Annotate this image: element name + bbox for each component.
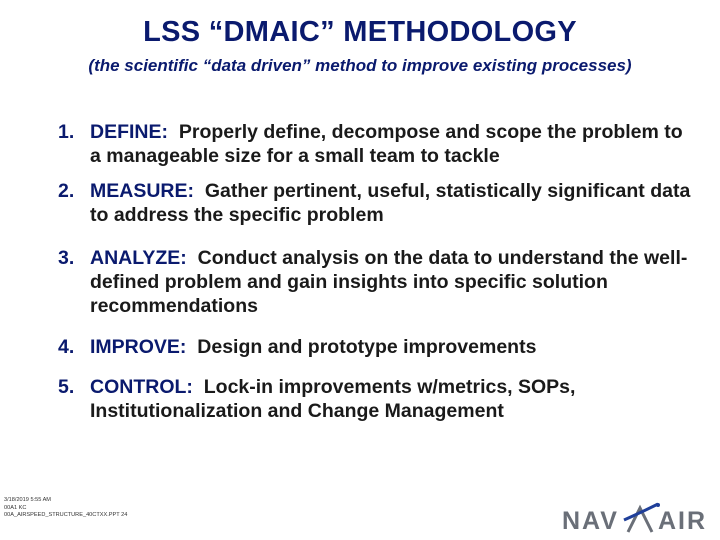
- step-text: Lock-in improvements w/metrics, SOPs, Institutionalization and Change Management: [90, 376, 576, 422]
- page-title: LSS “DMAIC” METHODOLOGY: [143, 16, 577, 48]
- dmaic-steps-list: [58, 120, 698, 423]
- step-number: 5.: [58, 376, 75, 398]
- step-text: Design and prototype improvements: [197, 336, 537, 358]
- step-term: CONTROL:: [90, 376, 193, 398]
- footer-date: 3/18/2019 5:55 AM: [4, 497, 51, 503]
- list-item-define: [58, 120, 698, 168]
- slide-footer: [4, 497, 127, 520]
- logo-swoosh-icon: [624, 503, 660, 532]
- logo-text-air: AIR: [658, 507, 708, 534]
- step-number: 3.: [58, 247, 75, 269]
- list-item-measure: [58, 179, 698, 227]
- list-item-improve: [58, 335, 698, 359]
- step-number: 1.: [58, 121, 75, 143]
- step-term: DEFINE:: [90, 121, 168, 143]
- page-subtitle: (the scientific “data driven” method to improve existing processes): [88, 56, 632, 75]
- step-number: 4.: [58, 336, 75, 358]
- footer-code: 00A1 KC: [4, 504, 27, 511]
- step-text: Gather pertinent, useful, statistically significant data to address the specific problem: [90, 180, 691, 226]
- step-term: ANALYZE:: [90, 247, 187, 269]
- logo-text-nav: NAV: [562, 507, 619, 534]
- step-text: Properly define, decompose and scope the problem to a manageable size for a small team to tackle: [90, 121, 683, 167]
- footer-filename: 00A_AIRSPEED_STRUCTURE_40CTXX.PPT 24: [4, 512, 128, 518]
- step-number: 2.: [58, 180, 75, 202]
- step-term: MEASURE:: [90, 180, 195, 202]
- step-text: Conduct analysis on the data to understand the well-defined problem and gain insights into specific solution recommendations: [90, 247, 688, 317]
- list-item-analyze: [58, 246, 698, 318]
- step-term: IMPROVE:: [90, 336, 187, 358]
- list-item-control: [58, 375, 698, 423]
- navair-logo: [562, 502, 710, 534]
